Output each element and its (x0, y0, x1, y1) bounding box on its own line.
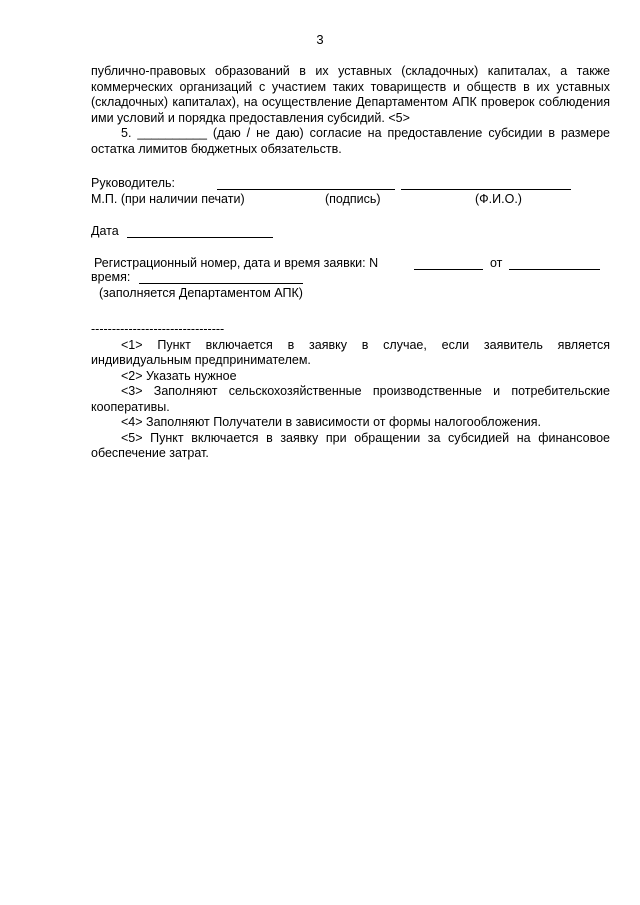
name-line (401, 177, 571, 190)
filled-by-note: (заполняется Департаментом АПК) (99, 286, 303, 300)
footnote-4: <4> Заполняют Получатели в зависимости от формы налогообложения. (121, 415, 541, 429)
registration-number-line (414, 257, 483, 270)
page-number: 3 (316, 32, 324, 47)
document-body (91, 64, 610, 157)
footnote-1: <1> Пункт включается в заявку в случае, если заявитель является индивидуальным предпринимателем. (91, 337, 610, 367)
time-line (139, 271, 303, 284)
head-label: Руководитель: (91, 176, 176, 190)
item-5-blank: __________ (137, 126, 207, 140)
item-5-number: 5. (121, 126, 132, 140)
signature-caption: (подпись) (325, 192, 381, 206)
date-label: Дата (91, 224, 119, 238)
from-label: от (490, 256, 503, 270)
stamp-label: М.П. (при наличии печати) (91, 192, 245, 206)
date-block (91, 224, 610, 240)
registration-label: Регистрационный номер, дата и время заявки: N (94, 256, 379, 270)
footnote-3: <3> Заполняют сельскохозяйственные производственные и потребительские кооперативы. (91, 384, 610, 414)
footnote-2: <2> Указать нужное (121, 368, 237, 383)
date-line (127, 225, 273, 238)
signature-line (217, 177, 395, 190)
signature-block (91, 176, 610, 208)
registration-date-line (509, 257, 600, 270)
registration-block (91, 256, 610, 302)
time-label: время: (91, 270, 131, 284)
intro-paragraph: публично-правовых образований в их уставных (складочных) капиталах, а также коммерческих организаций с участием таких товариществ и обществ в их уставных (складочных) капиталах), на осуществление Департаментом АПК проверок соблюдения ими условий и порядка предоставления субсидий. <5> (91, 64, 610, 125)
footnotes (91, 322, 610, 462)
item-5-paragraph (91, 126, 610, 157)
footnote-5: <5> Пункт включается в заявку при обращении за субсидией на финансовое обеспечение затрат. (91, 430, 610, 460)
name-caption: (Ф.И.О.) (475, 192, 522, 206)
item-5-text: (даю / не даю) согласие на предоставление субсидии в размере остатка лимитов бюджетных обязательств. (91, 126, 610, 156)
footnote-divider: -------------------------------- (91, 322, 225, 336)
